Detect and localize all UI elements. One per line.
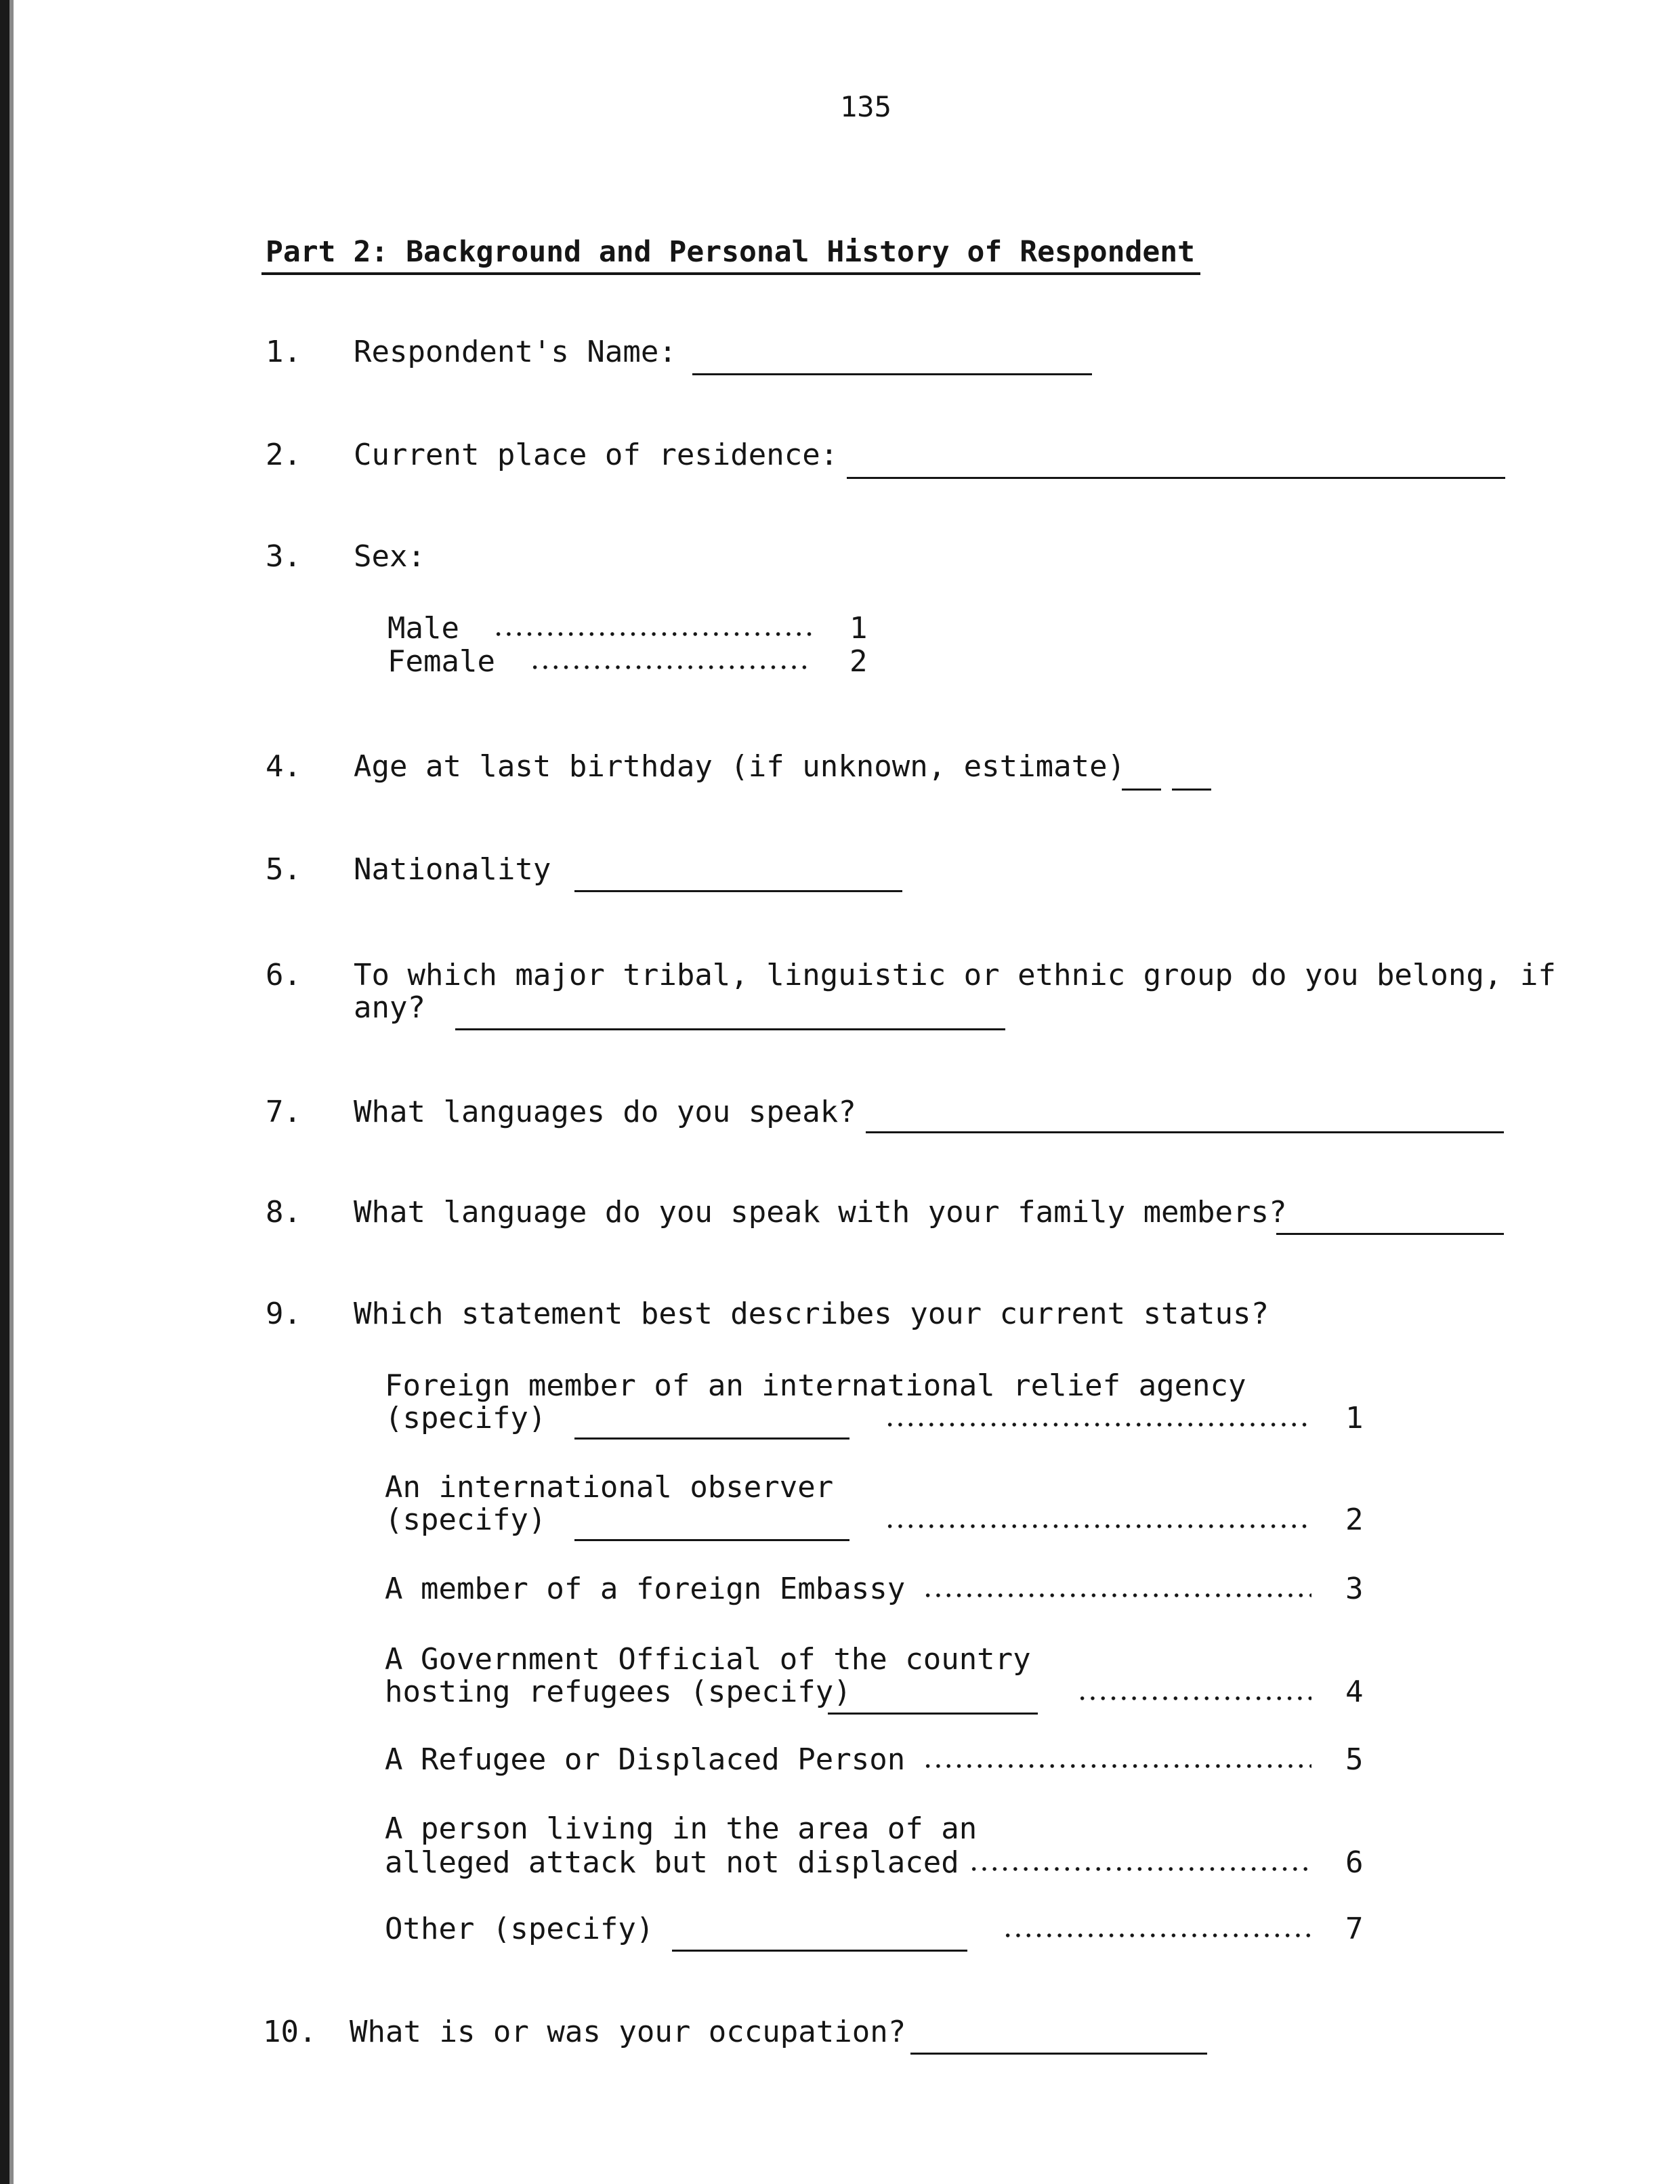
- question-text: Respondent's Name:: [354, 335, 677, 369]
- status-option-label: Other (specify): [385, 1912, 654, 1946]
- status-option-code: 6: [1345, 1845, 1364, 1880]
- status-option-label: alleged attack but not displaced: [385, 1845, 959, 1880]
- question-text: Which statement best describes your current status?: [354, 1297, 1269, 1331]
- dot-leader: [493, 632, 812, 636]
- question-number: 4.: [266, 749, 301, 784]
- status-option-code: 1: [1345, 1401, 1364, 1435]
- question-number: 6.: [266, 958, 301, 992]
- question-text-continued: any?: [354, 990, 425, 1025]
- question-text: To which major tribal, linguistic or ethnic group do you belong, if: [354, 958, 1556, 992]
- occupation-field[interactable]: [910, 2053, 1207, 2055]
- nationality-field[interactable]: [574, 890, 902, 892]
- scan-left-edge-shadow: [9, 0, 14, 2184]
- respondent-name-field[interactable]: [692, 373, 1092, 375]
- question-text: What is or was your occupation?: [350, 2015, 906, 2049]
- question-number: 8.: [266, 1195, 301, 1230]
- observer-specify-field[interactable]: [574, 1539, 849, 1541]
- question-text: What languages do you speak?: [354, 1095, 856, 1129]
- question-text: Sex:: [354, 539, 425, 574]
- dot-leader: [885, 1524, 1311, 1528]
- scan-left-edge: [0, 0, 9, 2184]
- dot-leader: [1077, 1696, 1311, 1700]
- age-digit-1-field[interactable]: [1122, 789, 1161, 791]
- question-text: Nationality: [354, 852, 551, 887]
- question-number: 3.: [266, 539, 301, 574]
- option-code: 2: [849, 644, 868, 679]
- question-number: 10.: [263, 2015, 317, 2049]
- status-option-label: A member of a foreign Embassy: [385, 1572, 906, 1606]
- ethnic-group-field[interactable]: [455, 1028, 1005, 1030]
- dot-leader: [923, 1764, 1311, 1768]
- status-option-label: An international observer: [385, 1470, 834, 1505]
- question-number: 7.: [266, 1095, 301, 1129]
- residence-field[interactable]: [847, 477, 1505, 479]
- section-title: Part 2: Background and Personal History of Respondent: [266, 235, 1196, 269]
- status-option-code: 3: [1345, 1572, 1364, 1606]
- government-official-specify-field[interactable]: [828, 1713, 1038, 1715]
- dot-leader: [969, 1867, 1311, 1871]
- question-number: 9.: [266, 1297, 301, 1331]
- question-text: What language do you speak with your family members?: [354, 1195, 1287, 1230]
- option-label: Female: [387, 644, 495, 679]
- dot-leader: [885, 1423, 1311, 1427]
- status-option-code: 5: [1345, 1742, 1364, 1777]
- status-option-label: (specify): [385, 1503, 547, 1537]
- other-specify-field[interactable]: [672, 1950, 967, 1952]
- option-label: Male: [387, 611, 459, 646]
- question-number: 1.: [266, 335, 301, 369]
- dot-leader: [923, 1593, 1311, 1597]
- question-text: Current place of residence:: [354, 438, 839, 472]
- family-language-field[interactable]: [1276, 1233, 1504, 1235]
- status-option-label: A Government Official of the country: [385, 1642, 1031, 1677]
- status-option-label: hosting refugees (specify): [385, 1675, 852, 1709]
- status-option-code: 2: [1345, 1503, 1364, 1537]
- status-option-label: A Refugee or Displaced Person: [385, 1742, 906, 1777]
- status-option-code: 4: [1345, 1675, 1364, 1709]
- option-code: 1: [849, 611, 868, 646]
- dot-leader: [1003, 1933, 1311, 1937]
- status-option-label: (specify): [385, 1401, 547, 1435]
- status-option-label: A person living in the area of an: [385, 1811, 978, 1846]
- dot-leader: [530, 665, 812, 669]
- age-digit-2-field[interactable]: [1172, 789, 1211, 791]
- question-text: Age at last birthday (if unknown, estimate): [354, 749, 1126, 784]
- question-number: 2.: [266, 438, 301, 472]
- languages-field[interactable]: [866, 1131, 1504, 1133]
- page-number: 135: [840, 90, 891, 123]
- question-number: 5.: [266, 852, 301, 887]
- section-title-underline: [261, 272, 1200, 275]
- status-option-code: 7: [1345, 1912, 1364, 1946]
- relief-agency-specify-field[interactable]: [574, 1437, 849, 1440]
- status-option-label: Foreign member of an international relief agency: [385, 1368, 1246, 1403]
